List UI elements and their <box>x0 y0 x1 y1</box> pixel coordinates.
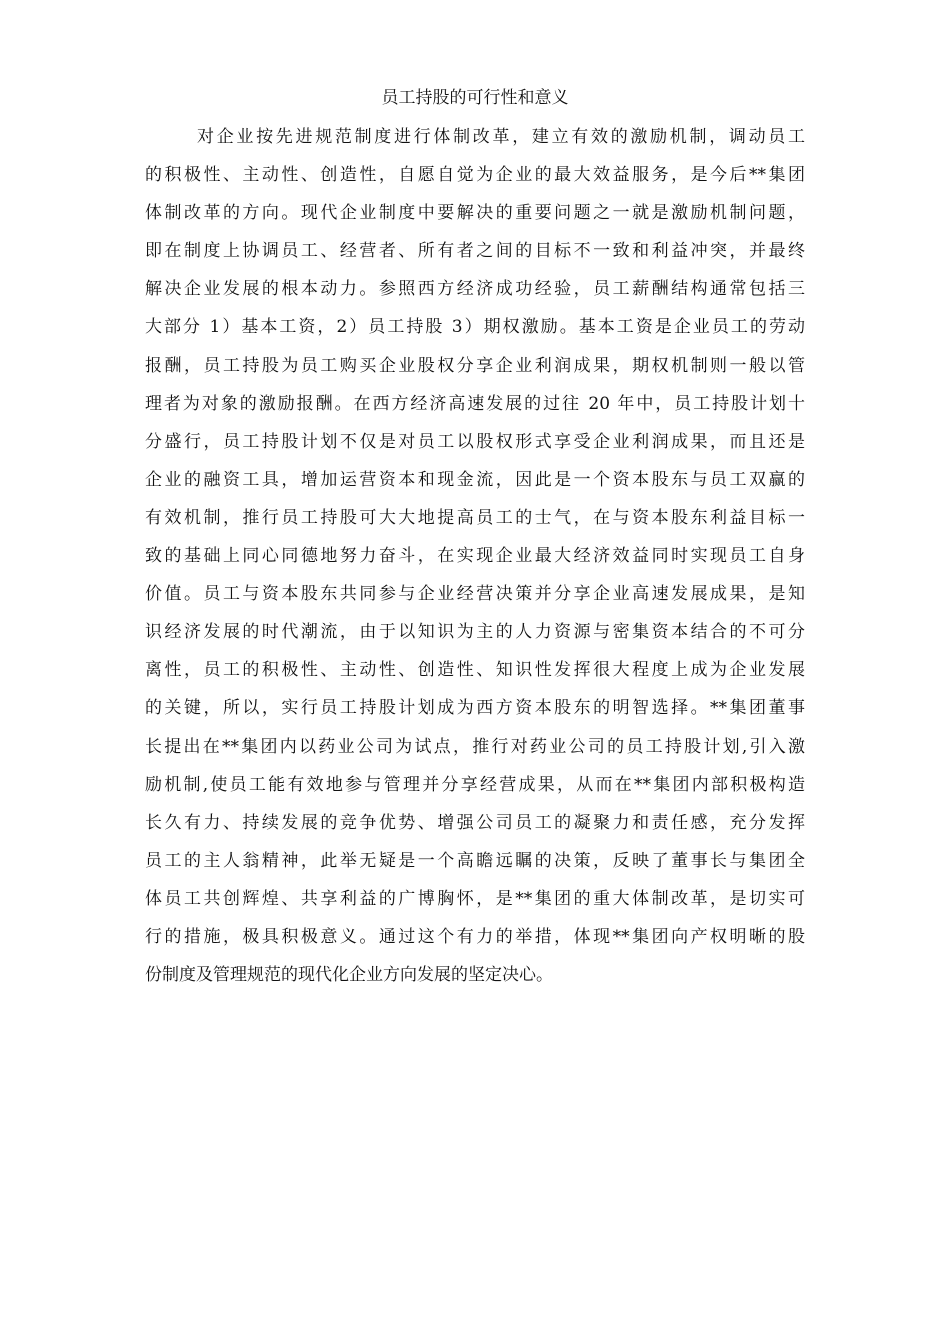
paragraph-line: 行的措施，极具积极意义。通过这个有力的举措，体现**集团向产权明晰的股 <box>145 926 805 947</box>
paragraph-line: 有效机制，推行员工持股可大大地提高员工的士气，在与资本股东利益目标一 <box>145 507 805 528</box>
paragraph-line: 员工的主人翁精神，此举无疑是一个高瞻远瞩的决策，反映了董事长与集团全 <box>145 850 805 871</box>
paragraph-line: 的关键，所以，实行员工持股计划成为西方资本股东的明智选择。**集团董事 <box>145 698 805 719</box>
paragraph-line: 离性，员工的积极性、主动性、创造性、知识性发挥很大程度上成为企业发展 <box>145 660 805 681</box>
paragraph-line: 价值。员工与资本股东共同参与企业经营决策并分享企业高速发展成果，是知 <box>145 584 805 605</box>
paragraph-line: 励机制,使员工能有效地参与管理并分享经营成果，从而在**集团内部积极构造 <box>145 774 805 795</box>
paragraph-line: 分盛行，员工持股计划不仅是对员工以股权形式享受企业利润成果，而且还是 <box>145 431 805 452</box>
paragraph-line: 体员工共创辉煌、共享利益的广博胸怀，是**集团的重大体制改革，是切实可 <box>145 888 805 909</box>
paragraph-line: 长久有力、持续发展的竞争优势、增强公司员工的凝聚力和责任感，充分发挥 <box>145 812 805 833</box>
paragraph-line: 份制度及管理规范的现代化企业方向发展的坚定决心。 <box>145 965 553 986</box>
paragraph-line: 识经济发展的时代潮流，由于以知识为主的人力资源与密集资本结合的不可分 <box>145 622 805 643</box>
paragraph-line: 解决企业发展的根本动力。参照西方经济成功经验，员工薪酬结构通常包括三 <box>145 279 805 300</box>
paragraph-line: 企业的融资工具，增加运营资本和现金流，因此是一个资本股东与员工双赢的 <box>145 469 805 490</box>
paragraph-line: 体制改革的方向。现代企业制度中要解决的重要问题之一就是激励机制问题， <box>145 203 805 224</box>
paragraph-line: 理者为对象的激励报酬。在西方经济高速发展的过往 20 年中，员工持股计划十 <box>145 393 805 414</box>
paragraph-line: 对企业按先进规范制度进行体制改革，建立有效的激励机制，调动员工 <box>197 127 805 147</box>
paragraph-line: 的积极性、主动性、创造性，自愿自觉为企业的最大效益服务，是今后**集团 <box>145 165 805 186</box>
paragraph-line: 长提出在**集团内以药业公司为试点，推行对药业公司的员工持股计划,引入激 <box>145 736 805 757</box>
paragraph-line: 即在制度上协调员工、经营者、所有者之间的目标不一致和利益冲突，并最终 <box>145 241 805 262</box>
paragraph-line: 致的基础上同心同德地努力奋斗，在实现企业最大经济效益同时实现员工自身 <box>145 546 805 567</box>
document-title: 员工持股的可行性和意义 <box>381 88 569 108</box>
paragraph-line: 大部分 1）基本工资，2）员工持股 3）期权激励。基本工资是企业员工的劳动 <box>145 317 805 338</box>
body-paragraph <box>145 118 805 994</box>
paragraph-line: 报酬，员工持股为员工购买企业股权分享企业利润成果，期权机制则一般以管 <box>145 355 805 376</box>
